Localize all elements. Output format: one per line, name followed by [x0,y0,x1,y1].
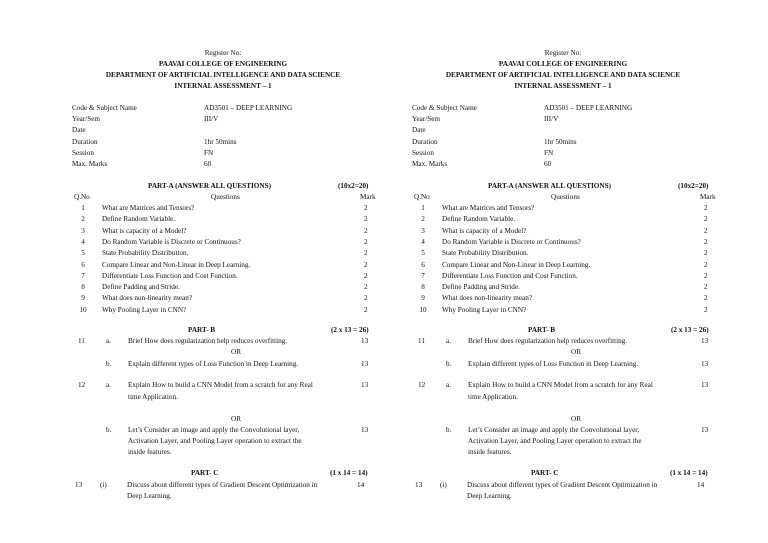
question-number: 13 [415,481,423,489]
info-value-subject: AD3501 – DEEP LEARNING [204,104,293,112]
question-mark: 2 [364,215,368,224]
question-mark: 13 [361,337,369,345]
question-number: 11 [418,337,425,345]
question-text: What are Matrices and Tensors? [102,204,195,212]
question-number: 8 [81,283,85,292]
question-text: Activation Layer, and Pooling Layer operation to extract the [128,437,302,445]
question-paper-right [408,0,760,543]
question-number: 3 [81,226,85,235]
column-header-questions: Questions [211,193,240,201]
department-name: DEPARTMENT OF ARTIFICIAL INTELLIGENCE AND DATA SCIENCE [105,71,341,79]
question-text: Compare Linear and Non-Linear in Deep Learning. [442,260,591,269]
info-label-date: Date [72,126,86,134]
question-text: inside features. [468,448,512,456]
question-mark: 2 [704,260,708,269]
column-header-mark: Mark [360,193,376,201]
question-number: 2 [81,215,85,224]
question-text: Compare Linear and Non-Linear in Deep Learning. [102,260,251,269]
question-mark: 13 [701,337,709,345]
info-value-max-marks: 60 [204,160,212,168]
info-label-subject: Code & Subject Name [412,104,477,112]
info-label-max-marks: Max. Marks [412,160,448,168]
part-c-marks: (1 x 14 = 14) [330,469,368,477]
question-number: 1 [421,204,425,212]
question-text: What does non-linearity mean? [102,294,193,303]
subpart-label: b. [106,360,112,368]
question-mark: 2 [364,204,368,212]
part-b-marks: (2 x 13 = 26) [671,326,709,334]
question-mark: 2 [364,226,368,235]
question-mark: 2 [704,249,708,258]
question-mark: 2 [704,204,708,212]
question-text: Define Padding and Stride. [102,283,180,292]
question-number: 10 [419,305,427,314]
exam-title: INTERNAL ASSESSMENT – 1 [514,82,612,90]
subpart-label: a. [106,381,111,389]
question-number: 4 [81,237,85,246]
exam-title: INTERNAL ASSESSMENT – 1 [174,82,272,90]
or-separator: OR [571,415,581,423]
question-mark: 14 [697,481,705,489]
question-mark: 2 [364,237,368,246]
subpart-label: b. [446,360,452,368]
info-value-duration: 1hr 50mins [204,138,237,146]
info-label-session: Session [412,149,434,157]
info-value-year: III/V [544,115,559,123]
info-label-max-marks: Max. Marks [72,160,108,168]
question-number: 13 [75,481,83,489]
part-c-marks: (1 x 14 = 14) [670,469,708,477]
question-mark: 2 [704,237,708,246]
question-text: inside features. [128,448,172,456]
question-mark: 13 [361,360,369,368]
question-text: Let’s Consider an image and apply the Convolutional layer, [468,426,640,434]
question-number: 1 [81,204,85,212]
column-header-questions: Questions [551,193,580,201]
part-c-title: PART- C [191,469,219,477]
info-value-session: FN [204,149,214,157]
question-number: 6 [81,260,85,269]
question-mark: 2 [704,305,708,314]
question-number: 9 [421,294,425,303]
question-number: 12 [418,381,426,389]
question-text: Define Random Variable. [442,215,516,224]
question-mark: 2 [704,215,708,224]
question-number: 6 [421,260,425,269]
question-text: Explain different types of Loss Function in Deep Learning. [128,360,299,368]
question-mark: 2 [704,271,708,280]
question-text: Brief How does regularization help reduces overfitting. [468,337,628,345]
question-mark: 2 [704,283,708,292]
question-text: Explain How to build a CNN Model from a scratch for any Real [128,381,313,389]
info-label-subject: Code & Subject Name [72,104,137,112]
question-number: 7 [421,271,425,280]
part-a-title: PART-A (ANSWER ALL QUESTIONS) [488,182,611,190]
question-number: 12 [78,381,86,389]
subpart-label: a. [106,337,111,345]
question-text: Discuss about different types of Gradient Descent Optimization in [467,481,658,489]
question-text: Brief How does regularization help reduces overfitting. [128,337,288,345]
question-mark: 2 [704,294,708,303]
question-text: Define Padding and Stride. [442,283,520,292]
part-c-title: PART- C [531,469,559,477]
question-mark: 13 [361,381,369,389]
register-no-label: Register No: [204,49,242,57]
question-number: 9 [81,294,85,303]
subpart-label: b. [106,426,112,434]
question-text: Why Pooling Layer in CNN? [442,305,527,314]
question-text: Define Random Variable. [102,215,176,224]
question-text: Do Random Variable is Discrete or Continuous? [442,237,581,246]
question-text: What is capacity of a Model? [442,226,527,235]
part-b-marks: (2 x 13 = 26) [331,326,369,334]
college-name: PAAVAI COLLEGE OF ENGINEERING [158,60,288,68]
question-number: 2 [421,215,425,224]
question-mark: 14 [357,481,365,489]
question-mark: 2 [364,249,368,258]
question-text: Explain How to build a CNN Model from a scratch for any Real [468,381,653,389]
question-mark: 13 [361,426,369,434]
info-value-subject: AD3501 – DEEP LEARNING [544,104,633,112]
question-number: 4 [421,237,425,246]
question-mark: 2 [364,271,368,280]
column-header-qno: Q.No [414,193,430,201]
question-text: Deep Learning. [127,492,172,500]
question-mark: 13 [701,381,709,389]
part-b-title: PART- B [188,326,216,334]
question-text: Discuss about different types of Gradient Descent Optimization in [127,481,318,489]
info-label-year: Year/Sem [72,115,101,123]
info-label-year: Year/Sem [412,115,441,123]
question-text: Let’s Consider an image and apply the Convolutional layer, [128,426,300,434]
question-text: State Probability Distribution. [102,249,189,258]
subpart-label: a. [446,381,451,389]
info-label-session: Session [72,149,94,157]
info-label-date: Date [412,126,426,134]
question-number: 11 [78,337,85,345]
question-text: Differentiate Loss Function and Cost Function. [442,271,578,280]
subpart-label: a. [446,337,451,345]
question-text: Differentiate Loss Function and Cost Function. [102,271,238,280]
question-text: What are Matrices and Tensors? [442,204,535,212]
info-label-duration: Duration [72,138,98,146]
question-text: What does non-linearity mean? [442,294,533,303]
question-paper-left [68,0,423,543]
or-separator: OR [231,348,241,356]
info-value-duration: 1hr 50mins [544,138,577,146]
part-a-marks: (10x2=20) [338,182,369,190]
question-number: 7 [81,271,85,280]
column-header-qno: Q.No [74,193,90,201]
question-number: 8 [421,283,425,292]
department-name: DEPARTMENT OF ARTIFICIAL INTELLIGENCE AND DATA SCIENCE [445,71,681,79]
column-header-mark: Mark [700,193,716,201]
question-mark: 2 [364,260,368,269]
question-text: What is capacity of a Model? [102,226,187,235]
question-mark: 13 [701,426,709,434]
question-text: Activation Layer, and Pooling Layer operation to extract the [468,437,642,445]
college-name: PAAVAI COLLEGE OF ENGINEERING [498,60,628,68]
info-value-session: FN [544,149,554,157]
or-separator: OR [231,415,241,423]
question-text: State Probability Distribution. [442,249,529,258]
info-value-year: III/V [204,115,219,123]
question-mark: 13 [701,360,709,368]
subpart-label: (i) [440,481,447,489]
register-no-label: Register No: [544,49,582,57]
question-number: 10 [79,305,87,314]
question-text: Do Random Variable is Discrete or Continuous? [102,237,241,246]
info-label-duration: Duration [412,138,438,146]
or-separator: OR [571,348,581,356]
question-text: time Application. [128,393,178,401]
question-mark: 2 [364,294,368,303]
part-b-title: PART- B [528,326,556,334]
question-text: Explain different types of Loss Function in Deep Learning. [468,360,639,368]
question-number: 5 [81,249,85,258]
question-text: Deep Learning. [467,492,512,500]
question-number: 5 [421,249,425,258]
question-mark: 2 [704,226,708,235]
subpart-label: (i) [100,481,107,489]
part-a-marks: (10x2=20) [678,182,709,190]
question-text: time Application. [468,393,518,401]
question-number: 3 [421,226,425,235]
question-mark: 2 [364,283,368,292]
info-value-max-marks: 60 [544,160,552,168]
subpart-label: b. [446,426,452,434]
question-mark: 2 [364,305,368,314]
question-text: Why Pooling Layer in CNN? [102,305,187,314]
part-a-title: PART-A (ANSWER ALL QUESTIONS) [148,182,271,190]
